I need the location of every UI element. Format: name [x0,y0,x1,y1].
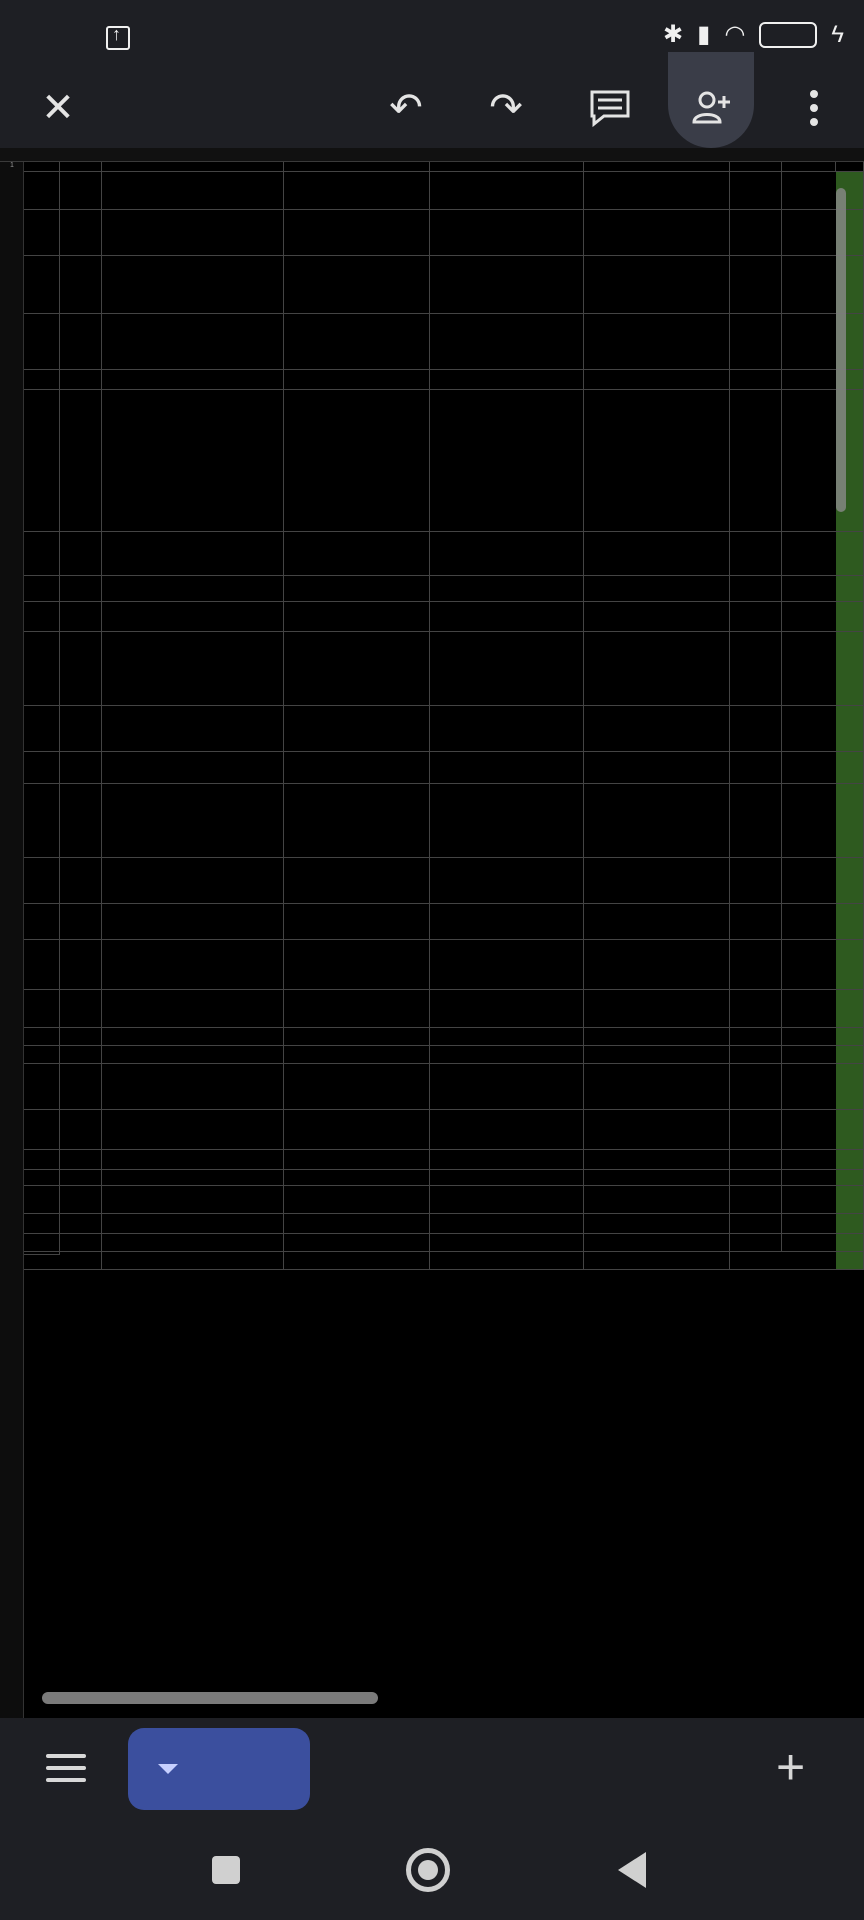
more-vert-svg [809,88,819,128]
vietnamese-cell[interactable] [284,576,430,601]
scene-cell[interactable] [24,858,60,904]
status-cell[interactable] [836,1028,864,1045]
vietnamese-cell[interactable] [284,1046,430,1063]
bluetooth-icon: ✱ [663,21,684,48]
description-cell[interactable] [102,632,284,705]
toolbar [0,72,864,148]
page-cell[interactable] [60,1252,102,1269]
english-cell[interactable] [430,632,584,705]
status-cell[interactable] [836,904,864,939]
vietnamese-cell[interactable] [284,172,430,209]
vietnamese-cell[interactable] [284,602,430,631]
add-person-button[interactable] [668,52,754,148]
undo-icon[interactable]: ↶ [389,86,423,130]
edit-cell[interactable] [584,1170,730,1185]
description-cell[interactable] [102,390,284,531]
page-cell[interactable] [60,904,102,939]
background-cell[interactable] [730,1170,782,1252]
page-cell[interactable] [60,1028,102,1045]
background-cell[interactable] [730,172,782,390]
page-cell[interactable] [60,858,102,903]
add-sheet-icon[interactable]: + [776,1739,806,1795]
page-cell[interactable] [60,990,102,1027]
battery-icon [759,22,817,48]
vietnamese-cell[interactable] [284,1186,430,1213]
english-cell[interactable] [430,314,584,369]
edit-cell[interactable] [584,990,730,1027]
description-cell[interactable] [102,752,284,783]
page-cell[interactable] [60,314,102,369]
edit-cell[interactable] [584,1214,730,1233]
vietnamese-cell[interactable] [284,706,430,751]
header-edit[interactable] [584,162,730,171]
upload-notification-icon [106,26,130,50]
vietnamese-cell[interactable] [284,532,430,575]
page-cell[interactable] [60,576,102,601]
vietnamese-cell[interactable] [284,370,430,389]
scene-cell[interactable] [24,940,60,1150]
vietnamese-cell[interactable] [284,632,430,705]
page-cell[interactable] [60,390,102,531]
edit-cell[interactable] [584,1186,730,1213]
status-cell[interactable] [836,1170,864,1185]
vietnamese-cell[interactable] [284,1252,430,1269]
english-cell[interactable] [430,172,584,209]
background-cell[interactable] [730,904,782,940]
page-cell[interactable] [60,1046,102,1063]
edit-cell[interactable] [584,1028,730,1045]
vietnamese-cell[interactable] [284,1150,430,1169]
page-cell[interactable] [60,1110,102,1149]
vietnamese-cell[interactable] [284,314,430,369]
scene-cell[interactable] [24,904,60,940]
description-cell[interactable] [102,602,284,631]
description-cell[interactable] [102,370,284,389]
redo-icon[interactable]: ↷ [489,86,523,130]
header-cell-b[interactable] [60,162,102,171]
page-cell[interactable] [60,210,102,255]
wifi-icon: ◠ [724,21,746,48]
page-cell[interactable] [60,752,102,783]
description-cell[interactable] [102,990,284,1027]
charging-icon: ϟ [831,20,844,48]
vertical-scrollbar[interactable] [836,188,846,512]
column-headers [0,148,864,162]
page-cell[interactable] [60,602,102,631]
page-cell[interactable] [60,1234,102,1251]
description-cell[interactable] [102,1170,284,1185]
description-cell[interactable] [102,210,284,255]
description-cell[interactable] [102,706,284,751]
status-icons [663,20,844,49]
page-cell[interactable] [60,632,102,705]
edit-cell[interactable] [584,370,730,389]
edit-cell[interactable] [584,784,730,857]
page-cell[interactable] [60,532,102,575]
scene-cell[interactable] [24,172,60,390]
status-cell[interactable] [836,706,864,751]
english-cell[interactable] [430,576,584,601]
add-person-svg [692,90,732,126]
english-cell[interactable] [430,784,584,857]
vietnamese-cell[interactable] [284,1214,430,1233]
edit-cell[interactable] [584,1110,730,1149]
vietnamese-cell[interactable] [284,990,430,1027]
english-cell[interactable] [430,532,584,575]
edit-cell[interactable] [584,706,730,751]
english-cell[interactable] [430,256,584,313]
english-cell[interactable] [430,1186,584,1213]
vietnamese-cell[interactable] [284,1028,430,1045]
background-cell[interactable] [730,390,782,532]
close-icon[interactable]: ✕ [41,86,75,130]
page-cell[interactable] [60,940,102,989]
vietnamese-cell[interactable] [284,210,430,255]
description-cell[interactable] [102,1234,284,1251]
description-cell[interactable] [102,256,284,313]
scene-cell[interactable] [24,632,60,858]
english-cell[interactable] [430,858,584,903]
vietnamese-cell[interactable] [284,1110,430,1149]
description-cell[interactable] [102,314,284,369]
edit-cell[interactable] [584,940,730,989]
header-vietnamese[interactable] [284,162,430,171]
page-cell[interactable] [60,256,102,313]
status-cell[interactable] [836,990,864,1027]
edit-cell[interactable] [584,1046,730,1063]
status-cell[interactable] [836,532,864,575]
signal-icon: ▮ [697,21,711,48]
english-cell[interactable] [430,706,584,751]
page-cell[interactable] [60,1214,102,1233]
edit-cell[interactable] [584,632,730,705]
english-cell[interactable] [430,1150,584,1169]
edit-cell[interactable] [584,256,730,313]
vietnamese-cell[interactable] [284,1234,430,1251]
vietnamese-cell[interactable] [284,940,430,989]
horizontal-scrollbar[interactable] [42,1692,378,1704]
status-cell[interactable] [836,632,864,705]
english-cell[interactable] [430,1214,584,1233]
description-cell[interactable] [102,172,284,209]
description-cell[interactable] [102,1046,284,1063]
background-cell[interactable] [730,532,782,632]
description-cell[interactable] [102,1252,284,1269]
vietnamese-cell[interactable] [284,784,430,857]
status-cell[interactable] [836,602,864,631]
back-icon[interactable] [618,1852,646,1888]
background-cell[interactable] [730,940,782,1150]
scene-cell[interactable] [24,390,60,532]
status-cell[interactable] [836,1234,864,1251]
english-cell[interactable] [430,1110,584,1149]
edit-cell[interactable] [584,1252,730,1269]
header-english[interactable] [430,162,584,171]
vietnamese-cell[interactable] [284,1170,430,1185]
comment-icon[interactable] [574,72,646,144]
vietnamese-cell[interactable] [284,858,430,903]
status-cell[interactable] [836,1110,864,1149]
description-cell[interactable] [102,940,284,989]
english-cell[interactable] [430,1234,584,1251]
status-cell[interactable] [836,858,864,903]
english-cell[interactable] [430,1028,584,1045]
status-cell[interactable] [836,1064,864,1109]
edit-cell[interactable] [584,210,730,255]
scene-cell[interactable] [24,1150,60,1170]
edit-cell[interactable] [584,1064,730,1109]
description-cell[interactable] [102,1150,284,1169]
status-cell[interactable] [836,576,864,601]
english-cell[interactable] [430,210,584,255]
page-cell[interactable] [60,370,102,389]
english-cell[interactable] [430,1046,584,1063]
description-cell[interactable] [102,858,284,903]
vietnamese-cell[interactable] [284,1064,430,1109]
vietnamese-cell[interactable] [284,904,430,939]
description-cell[interactable] [102,1028,284,1045]
status-cell[interactable] [836,1252,864,1269]
header-description[interactable] [102,162,284,171]
header-notes[interactable] [782,162,836,171]
page-cell[interactable] [60,172,102,209]
description-cell[interactable] [102,532,284,575]
edit-cell[interactable] [584,904,730,939]
english-cell[interactable] [430,752,584,783]
page-cell[interactable] [60,706,102,751]
edit-cell[interactable] [584,532,730,575]
page-cell[interactable] [60,784,102,857]
edit-cell[interactable] [584,314,730,369]
status-cell[interactable] [836,1150,864,1169]
edit-cell[interactable] [584,602,730,631]
status-cell[interactable] [836,784,864,857]
status-cell[interactable] [836,1186,864,1213]
header-row [10,162,864,172]
edit-cell[interactable] [584,1234,730,1251]
page-cell[interactable] [60,1170,102,1185]
description-cell[interactable] [102,904,284,939]
page-cell[interactable] [60,1186,102,1213]
background-cell[interactable] [730,632,782,858]
english-cell[interactable] [430,990,584,1027]
system-nav-bar [0,1818,864,1920]
edit-cell[interactable] [584,752,730,783]
edit-cell[interactable] [584,172,730,209]
status-cell[interactable] [836,752,864,783]
header-background[interactable] [730,162,782,171]
status-cell[interactable] [836,1046,864,1063]
background-cell[interactable] [730,858,782,904]
page-cell[interactable] [60,1064,102,1109]
english-cell[interactable] [430,390,584,531]
status-cell[interactable] [836,940,864,989]
sheet-tab-bar [0,1718,864,1818]
scene-cell[interactable] [24,1252,60,1255]
description-cell[interactable] [102,1064,284,1109]
status-cell[interactable] [836,1214,864,1233]
chevron-down-icon[interactable] [158,1764,178,1774]
row-number: 1 [10,162,14,169]
header-tinh[interactable] [836,162,864,171]
background-cell[interactable] [730,1150,782,1170]
edit-cell[interactable] [584,390,730,531]
table-row [24,1252,864,1270]
scene-cell[interactable] [24,532,60,632]
scene-cell[interactable] [24,1170,60,1252]
description-cell[interactable] [102,1110,284,1149]
edit-cell[interactable] [584,1150,730,1169]
english-cell[interactable] [430,602,584,631]
description-cell[interactable] [102,576,284,601]
english-cell[interactable] [430,940,584,989]
english-cell[interactable] [430,904,584,939]
comment-svg [588,88,632,128]
edit-cell[interactable] [584,576,730,601]
description-cell[interactable] [102,1186,284,1213]
recent-apps-icon[interactable] [212,1856,240,1884]
english-cell[interactable] [430,1064,584,1109]
edit-cell[interactable] [584,858,730,903]
page-cell[interactable] [60,1150,102,1169]
more-vert-icon[interactable] [778,72,850,144]
vietnamese-cell[interactable] [284,752,430,783]
english-cell[interactable] [430,1170,584,1185]
english-cell[interactable] [430,370,584,389]
add-person-icon [676,72,748,144]
sheet-list-menu-icon[interactable] [46,1754,86,1782]
vietnamese-cell[interactable] [284,390,430,531]
description-cell[interactable] [102,1214,284,1233]
vietnamese-cell[interactable] [284,256,430,313]
english-cell[interactable] [430,1252,584,1269]
description-cell[interactable] [102,784,284,857]
row-number-column [0,162,24,1718]
home-icon[interactable] [406,1848,450,1892]
header-cell-a[interactable] [24,162,60,171]
tab-script[interactable] [128,1728,310,1810]
spreadsheet-grid[interactable] [0,148,864,1718]
